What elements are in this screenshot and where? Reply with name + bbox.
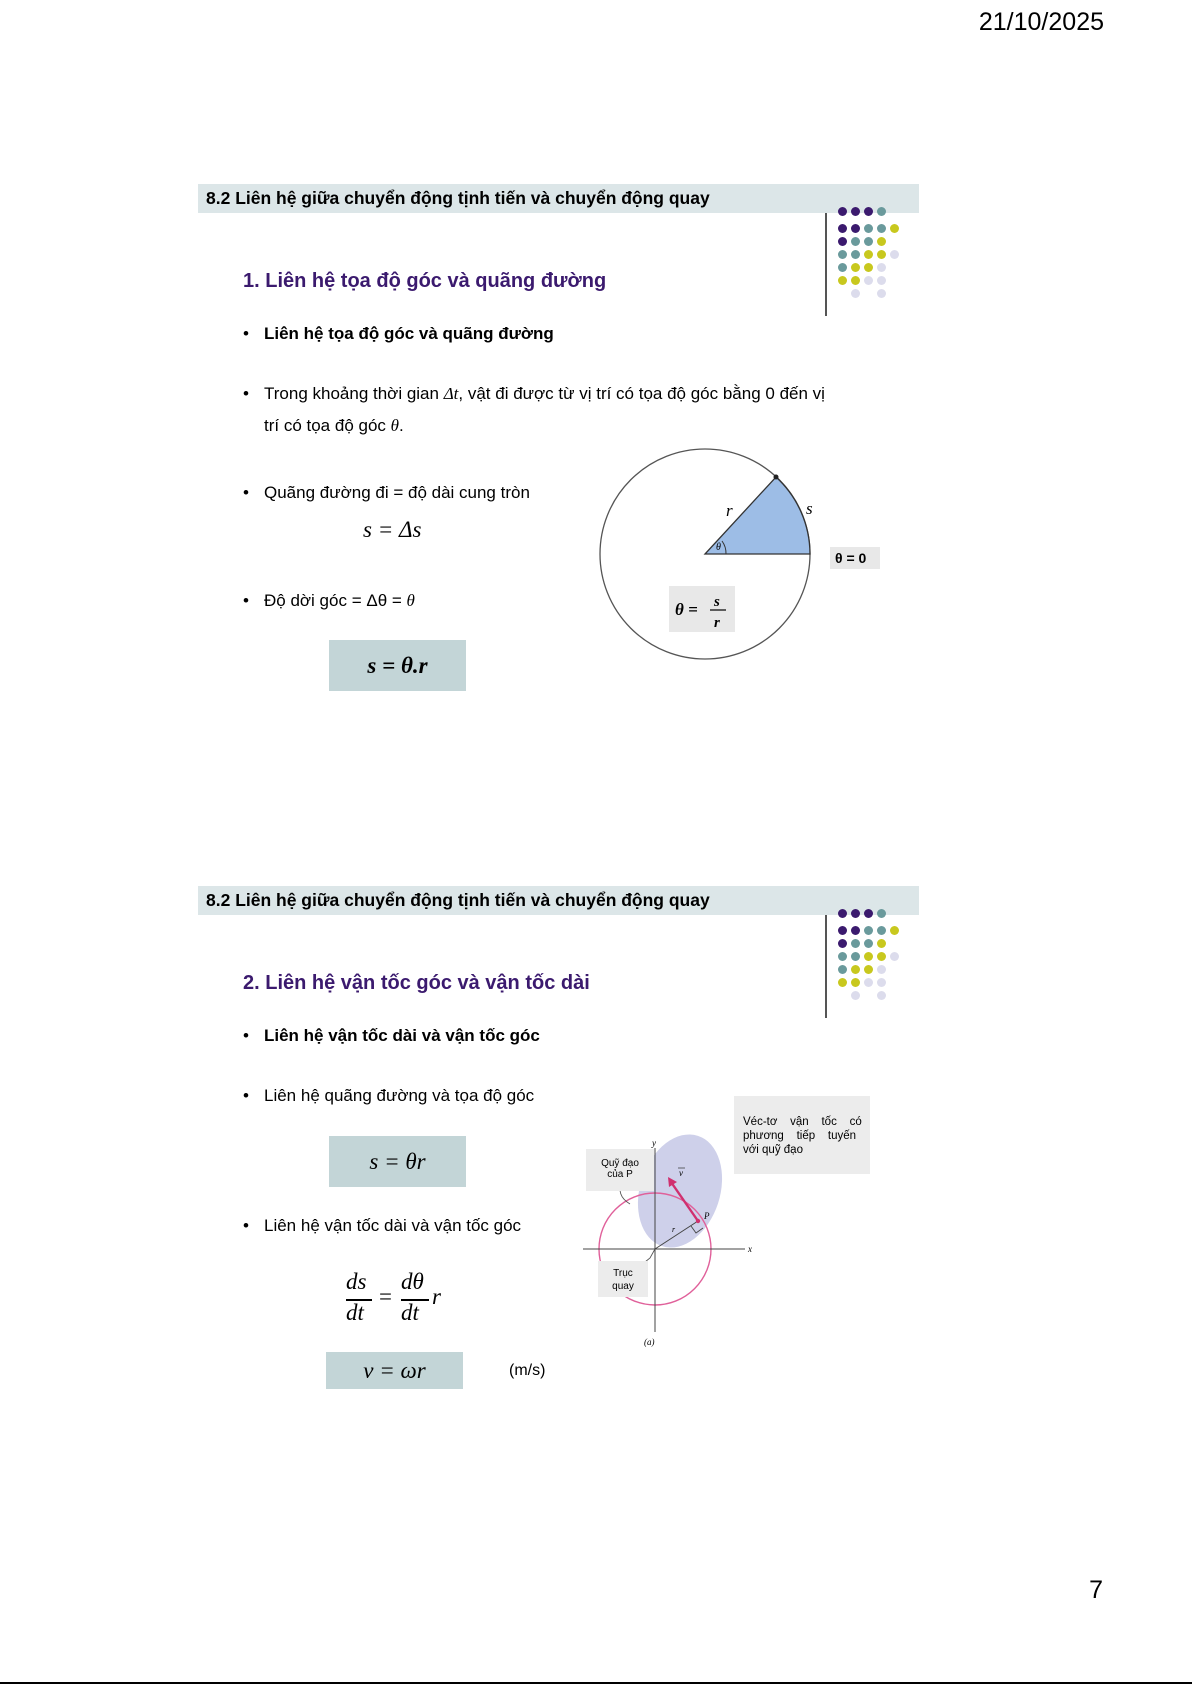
- decorative-dots: [838, 913, 918, 1003]
- decorative-dot: [877, 991, 886, 1000]
- decorative-dot: [838, 250, 847, 259]
- decorative-dot: [851, 978, 860, 987]
- decorative-dot: [851, 263, 860, 272]
- decorative-dot: [838, 909, 847, 918]
- decorative-dot: [838, 263, 847, 272]
- decorative-dot: [864, 965, 873, 974]
- formula-num: s: [714, 594, 720, 610]
- decorative-dot: [851, 224, 860, 233]
- formula-left: θ =: [675, 600, 698, 619]
- decorative-dot: [851, 909, 860, 918]
- slide-header: 8.2 Liên hệ giữa chuyển động tịnh tiến và chuyển động quay: [198, 886, 919, 915]
- label-x: x: [748, 1244, 752, 1254]
- decorative-dot: [877, 952, 886, 961]
- equation-s-delta-s: s = Δs: [363, 517, 422, 542]
- decorative-dot: [864, 263, 873, 272]
- label-y: y: [652, 1138, 656, 1148]
- decorative-dot: [877, 276, 886, 285]
- decorative-dot: [838, 965, 847, 974]
- decorative-dot: [864, 237, 873, 246]
- decorative-dot: [864, 207, 873, 216]
- slide-1: 8.2 Liên hệ giữa chuyển động tịnh tiến và chuyển động quay 1. Liên hệ tọa độ góc và quãng đường • Liên hệ tọa độ góc và quãng đường • Trong khoảng thời gian Δt, vật đi được từ vị trí có tọa độ góc bằng 0 đến vị trí có tọa độ góc θ. • Quãng đường đi = độ dài cung tròn s = Δs • Độ dời góc = Δθ = θ s = θ.r θ r s θ = 0 θ = s r: [198, 184, 919, 704]
- label-s: s: [806, 499, 813, 518]
- page-date: 21/10/2025: [978, 8, 1104, 36]
- decorative-dot: [877, 250, 886, 259]
- decorative-dot: [864, 952, 873, 961]
- decorative-dot: [890, 926, 899, 935]
- decorative-dot: [864, 939, 873, 948]
- decorative-dot: [877, 909, 886, 918]
- frac-den-2: dt: [401, 1300, 419, 1325]
- arc-length-diagram: [598, 444, 898, 664]
- decorative-dots: [838, 211, 918, 301]
- decorative-dot: [851, 965, 860, 974]
- bullet-text: Độ dời góc = Δθ = θ: [264, 591, 415, 610]
- decorative-dot: [838, 276, 847, 285]
- orbit-label-1: Quỹ đạo: [601, 1158, 639, 1169]
- decorative-dot: [864, 909, 873, 918]
- decorative-dot: [838, 926, 847, 935]
- decorative-dot: [851, 276, 860, 285]
- divider: [825, 213, 827, 316]
- decorative-dot: [838, 207, 847, 216]
- point-dot: [774, 475, 779, 480]
- bullet-text: Liên hệ vận tốc dài và vận tốc góc: [264, 1216, 522, 1235]
- label-v: v: [679, 1168, 683, 1178]
- decorative-dot: [890, 250, 899, 259]
- annotation-line-2: phương tiếp tuyến: [743, 1130, 857, 1142]
- section-title: 2. Liên hệ vận tốc góc và vận tốc dài: [243, 972, 590, 994]
- decorative-dot: [838, 237, 847, 246]
- page-number: 7: [1089, 1576, 1103, 1604]
- bullet-text: Liên hệ vận tốc dài và vận tốc góc: [264, 1026, 540, 1045]
- annotation-line-3: với quỹ đạo: [743, 1144, 803, 1156]
- decorative-dot: [877, 289, 886, 298]
- decorative-dot: [851, 250, 860, 259]
- decorative-dot: [877, 237, 886, 246]
- equals-sign: =: [379, 1284, 392, 1309]
- bullet-text: Quãng đường đi = độ dài cung tròn: [264, 483, 530, 502]
- r-symbol: r: [432, 1284, 441, 1309]
- decorative-dot: [864, 926, 873, 935]
- slide-header: 8.2 Liên hệ giữa chuyển động tịnh tiến và chuyển động quay: [198, 184, 919, 213]
- decorative-dot: [851, 952, 860, 961]
- frac-num-1: ds: [346, 1269, 367, 1294]
- decorative-dot: [838, 939, 847, 948]
- decorative-dot: [877, 965, 886, 974]
- page-bottom-border: [0, 1682, 1192, 1684]
- bullet-text: Liên hệ tọa độ góc và quãng đường: [264, 324, 554, 343]
- figure-caption: (a): [644, 1337, 655, 1347]
- decorative-dot: [890, 952, 899, 961]
- equation-box-s-theta-r: s = θr: [329, 1136, 466, 1187]
- decorative-dot: [864, 978, 873, 987]
- orbit-label-2: của P: [607, 1169, 633, 1180]
- axis-label-1: Trục: [613, 1268, 633, 1279]
- divider: [825, 915, 827, 1018]
- decorative-dot: [877, 224, 886, 233]
- equation-box-v-omega-r: v = ωr: [326, 1352, 463, 1389]
- decorative-dot: [838, 224, 847, 233]
- label-theta-zero: θ = 0: [835, 550, 867, 566]
- decorative-dot: [851, 237, 860, 246]
- decorative-dot: [877, 978, 886, 987]
- equation-derivative: [346, 1269, 456, 1329]
- decorative-dot: [851, 926, 860, 935]
- label-theta: θ: [716, 542, 721, 553]
- decorative-dot: [877, 926, 886, 935]
- annotation-line-1: Véc-tơ vận tốc có: [743, 1116, 862, 1128]
- frac-den-1: dt: [346, 1300, 364, 1325]
- decorative-dot: [864, 224, 873, 233]
- decorative-dot: [851, 207, 860, 216]
- axis-label-2: quay: [612, 1281, 634, 1292]
- decorative-dot: [851, 939, 860, 948]
- section-title: 1. Liên hệ tọa độ góc và quãng đường: [243, 270, 607, 292]
- decorative-dot: [877, 263, 886, 272]
- equation-box-s-theta-r: s = θ.r: [329, 640, 466, 691]
- bullet-text: Trong khoảng thời gian Δt, vật đi được từ vị trí có tọa độ góc bằng 0 đến vị: [264, 384, 825, 403]
- label-r: r: [672, 1225, 676, 1234]
- decorative-dot: [877, 939, 886, 948]
- decorative-dot: [838, 952, 847, 961]
- slide-2: 8.2 Liên hệ giữa chuyển động tịnh tiến và chuyển động quay 2. Liên hệ vận tốc góc và vận tốc dài • Liên hệ vận tốc dài và vận tốc góc • Liên hệ quãng đường và tọa độ góc s = θr • Liên hệ vận tốc dài và vận tốc góc ds dt = dθ dt r v = ωr (m/s) y x r P v Quỹ đạo của P Trục quay (a) Véc-tơ vận tốc có phương tiếp tuyến với quỹ đạo: [198, 886, 919, 1406]
- decorative-dot: [838, 978, 847, 987]
- decorative-dot: [864, 276, 873, 285]
- decorative-dot: [851, 289, 860, 298]
- frac-num-2: dθ: [401, 1269, 424, 1294]
- velocity-annotation: [734, 1096, 874, 1176]
- rotation-arrow: [645, 1249, 655, 1262]
- label-p: P: [704, 1211, 710, 1221]
- bullet-text: Liên hệ quãng đường và tọa độ góc: [264, 1086, 535, 1105]
- decorative-dot: [864, 250, 873, 259]
- label-r: r: [726, 501, 733, 520]
- decorative-dot: [851, 991, 860, 1000]
- decorative-dot: [877, 207, 886, 216]
- unit-label: (m/s): [509, 1362, 546, 1379]
- decorative-dot: [890, 224, 899, 233]
- formula-den: r: [714, 615, 720, 631]
